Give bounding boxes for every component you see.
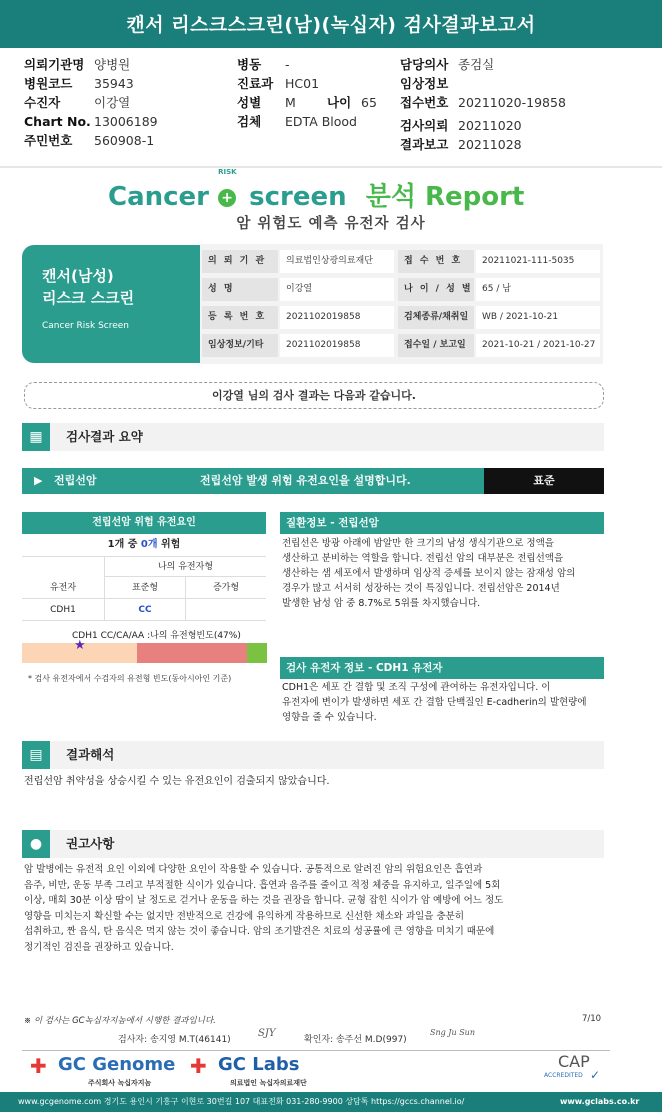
disease-info-title: 질환정보 - 전립선암 <box>280 512 604 534</box>
age-value: 65 <box>361 95 377 110</box>
cap-logo <box>544 1052 614 1088</box>
age-label: 나이 <box>327 95 352 110</box>
card-line2: 리스크 스크린 <box>42 289 135 307</box>
header-col3 <box>400 55 566 154</box>
col-increase: 증가형 <box>185 577 266 599</box>
disease-line: 경우가 많고 서서히 성장하는 것이 특징입니다. 전립선암은 2014년 <box>282 583 560 594</box>
risk-count-prefix: 1개 중 <box>107 539 138 550</box>
gc-cross-icon: ✚ <box>190 1054 207 1078</box>
header-label: 병동 <box>237 57 262 72</box>
advice-line: 영향을 미치는지 확신할 수는 없지만 전반적으로 건강에 유익하게 작용하므로 신선한 채소와 과일을 충분히 <box>24 910 465 922</box>
header-label: 의뢰기관명 <box>24 57 85 72</box>
disease-line: 전립선은 방광 아래에 밤알만 한 크기의 남성 생식기관으로 정액을 <box>282 538 554 549</box>
header-value: 20211020-19858 <box>458 95 566 110</box>
advice-text <box>24 862 614 955</box>
header-col2 <box>237 55 377 131</box>
gene-table <box>22 512 266 622</box>
my-genotype-header: 나의 유전자형 <box>104 557 266 577</box>
info-value: 이강열 <box>280 278 394 301</box>
logo-risk: RISK <box>218 168 237 176</box>
section-title: 검사결과 요약 <box>66 429 143 444</box>
header-label: 접수번호 <box>400 95 449 110</box>
header-label: 결과보고 <box>400 137 449 152</box>
header-label: 담당의사 <box>400 57 449 72</box>
page-number: 7/10 <box>582 1014 602 1024</box>
card-line1: 캔서(남성) <box>42 267 114 285</box>
col-standard: 표준형 <box>104 577 185 599</box>
advice-line: 음주, 비만, 운동 부족 그리고 부적절한 식이가 있습니다. 흡연과 음주를 줄이고 적정 체중을 유지하고, 일주일에 5회 <box>24 879 501 891</box>
header-value: - <box>285 57 290 72</box>
divider <box>0 166 662 168</box>
cancer-risk-screen-logo <box>108 168 568 216</box>
user-icon: ● <box>22 830 50 858</box>
frequency-segment-aa <box>247 643 267 663</box>
header-value: 13006189 <box>94 114 158 129</box>
page-subtitle: 암 위험도 예측 유전자 검사 <box>236 216 426 232</box>
info-value: 2021102019858 <box>280 334 394 357</box>
play-icon: ▶ <box>34 474 43 487</box>
advice-line: 섭취하고, 짠 음식, 탄 음식은 먹지 않는 것이 좋습니다. 암의 조기발견은 치료의 성공률에 큰 영향을 미치기 때문에 <box>24 926 495 937</box>
info-value: 20211021-111-5035 <box>476 250 600 273</box>
bottom-bar <box>0 1092 662 1112</box>
disease-line: 발생한 남성 암 중 8.7%로 5위를 차지했습니다. <box>282 598 481 609</box>
confirmer: 확인자: 송주선 M.D(997) <box>304 1035 407 1045</box>
info-label: 성 명 <box>202 278 278 301</box>
product-card <box>22 245 202 363</box>
header-label: 검체 <box>237 114 262 129</box>
header-value: 양병원 <box>94 57 131 72</box>
gc-genome-logo <box>30 1052 200 1090</box>
gene-info-line: 영향을 줄 수 있습니다. <box>282 712 377 723</box>
cap-sub: ACCREDITED <box>544 1072 583 1079</box>
gc-labs-logo <box>190 1052 340 1090</box>
advice-line: 암 발병에는 유전적 요인 이외에 다양한 요인이 작용할 수 있습니다. 공통적으로 알려진 암의 위험요인은 흡연과 <box>24 864 483 875</box>
info-value: WB / 2021-10-21 <box>476 306 600 329</box>
clipboard-icon: ▤ <box>22 741 50 769</box>
check-icon: ✓ <box>590 1068 601 1082</box>
header-label: 주민번호 <box>24 133 73 148</box>
star-icon: ★ <box>74 638 86 653</box>
report-title: 캔서 리스크스크린(남)(녹십자) 검사결과보고서 <box>0 0 662 48</box>
info-label: 임상정보/기타 <box>202 334 278 357</box>
info-label: 접수일 / 보고일 <box>398 334 474 357</box>
info-grid <box>200 244 603 364</box>
gc-labs-sub: 의료법인 녹십자의료재단 <box>230 1079 307 1087</box>
status-badge: 표준 <box>484 468 604 494</box>
gene-cell: CDH1 <box>22 599 104 621</box>
gene-table-body <box>22 556 266 622</box>
info-label: 의 뢰 기 관 <box>202 250 278 273</box>
prostate-desc: 전립선암 발생 위험 유전요인을 설명합니다. <box>200 474 411 487</box>
cap-name: CAP <box>558 1052 590 1071</box>
header-label: 진료과 <box>237 76 274 91</box>
header-label: 임상정보 <box>400 76 449 91</box>
header-label: 수진자 <box>24 95 61 110</box>
info-value: 2021102019858 <box>280 306 394 329</box>
gene-info-line: CDH1은 세포 간 결합 및 조직 구성에 관여하는 유전자입니다. 이 <box>282 682 551 693</box>
prostate-bar <box>22 468 484 494</box>
inspector: 검사자: 송지영 M.T(46141) <box>118 1035 231 1045</box>
logo-cancer: Cancer <box>108 182 210 212</box>
header-label: 검사의뢰 <box>400 118 449 133</box>
inspector-signature: SJY <box>258 1028 276 1039</box>
gc-genome-name: GC Genome <box>58 1054 176 1075</box>
gene-table-header: 전립선암 위험 유전요인 <box>22 512 266 534</box>
card-english: Cancer Risk Screen <box>42 321 130 331</box>
gene-info-text <box>282 680 606 725</box>
gc-labs-name: GC Labs <box>218 1054 300 1075</box>
cross-icon: + <box>218 189 236 207</box>
bottom-site: www.gclabs.co.kr <box>560 1097 640 1106</box>
header-value: 560908-1 <box>94 133 155 148</box>
info-label: 검체종류/채취일 <box>398 306 474 329</box>
disease-line: 생산하고 분비하는 역할을 합니다. 전립선 암의 대부분은 전립선액을 <box>282 553 564 564</box>
header-value: 20211020 <box>458 118 522 133</box>
info-label: 나 이 / 성 별 <box>398 278 474 301</box>
col-gene: 유전자 <box>22 577 104 599</box>
advice-line: 정기적인 검진을 권장하고 있습니다. <box>24 941 174 953</box>
section-interpretation <box>22 741 604 769</box>
logo-screen: screen <box>249 182 347 212</box>
header-value: HC01 <box>285 76 320 91</box>
increase-cell <box>185 599 266 621</box>
disease-info-text <box>282 536 606 611</box>
confirmer-signature: Sng Ju Sun <box>430 1028 475 1037</box>
logo-report: 분석 Report <box>365 182 525 212</box>
section-title: 결과해석 <box>66 747 115 762</box>
footer-divider <box>22 1050 610 1051</box>
header-label: 성별 <box>237 95 262 110</box>
standard-cell: CC <box>104 599 185 621</box>
section-advice <box>22 830 604 858</box>
info-label: 등 록 번 호 <box>202 306 278 329</box>
risk-count-suffix: 위험 <box>161 539 181 550</box>
document-plus-icon: ▦ <box>22 423 50 451</box>
gene-info-line: 유전자에 변이가 발생하면 세포 간 결합 단백질인 E-cadherin의 발현량에 <box>282 697 587 708</box>
freq-note: * 검사 유전자에서 수검자의 유전형 빈도(동아시아인 기준) <box>28 674 232 683</box>
header-value: 20211028 <box>458 137 522 152</box>
section-title: 권고사항 <box>66 836 115 851</box>
header-value: 종검실 <box>458 57 495 72</box>
risk-count-value: 0개 <box>140 539 158 550</box>
header-value: M <box>285 95 296 110</box>
info-label: 접 수 번 호 <box>398 250 474 273</box>
disease-line: 생산하는 샘 세포에서 발생하며 임상적 증세를 보이지 않는 잠재성 암의 <box>282 568 576 579</box>
header-label: Chart No. <box>24 114 91 129</box>
interpretation-text: 전립선암 취약성을 상승시킬 수 있는 유전요인이 검출되지 않았습니다. <box>24 776 330 787</box>
info-value: 65 / 남 <box>476 278 600 301</box>
result-notice: 이강열 님의 검사 결과는 다음과 같습니다. <box>24 382 604 409</box>
header-value: EDTA Blood <box>285 114 357 129</box>
gc-cross-icon: ✚ <box>30 1054 47 1078</box>
header-col1 <box>24 55 158 150</box>
prostate-label: 전립선암 <box>54 474 97 487</box>
header-value: 35943 <box>94 76 134 91</box>
bottom-address: www.gcgenome.com 경기도 용인시 기흥구 이현로 30번길 107 대표전화 031-280-9900 상담톡 https://gccs.channel.io/ <box>18 1097 465 1106</box>
gene-info-title: 검사 유전자 정보 - CDH1 유전자 <box>280 657 604 679</box>
section-summary <box>22 423 604 451</box>
freq-caption: CDH1 CC/CA/AA :나의 유전형빈도(47%) <box>72 631 241 641</box>
gc-genome-sub: 주식회사 녹십자지놈 <box>88 1079 152 1087</box>
frequency-segment-ca <box>137 643 247 663</box>
advice-line: 이상, 매회 30분 이상 땀이 날 정도로 걷거나 운동을 하는 것을 권장을 합니다. 균형 잡힌 식이가 암 예방에 어느 정도 <box>24 895 504 906</box>
info-value: 2021-10-21 / 2021-10-27 <box>476 334 600 357</box>
footer-note: ※ 이 검사는 GC녹십자지놈에서 시행한 결과입니다. <box>24 1016 216 1026</box>
risk-count <box>22 534 266 556</box>
info-value: 의료법인상광의료재단 <box>280 250 394 273</box>
header-value: 이강열 <box>94 95 131 110</box>
header-label: 병원코드 <box>24 76 73 91</box>
